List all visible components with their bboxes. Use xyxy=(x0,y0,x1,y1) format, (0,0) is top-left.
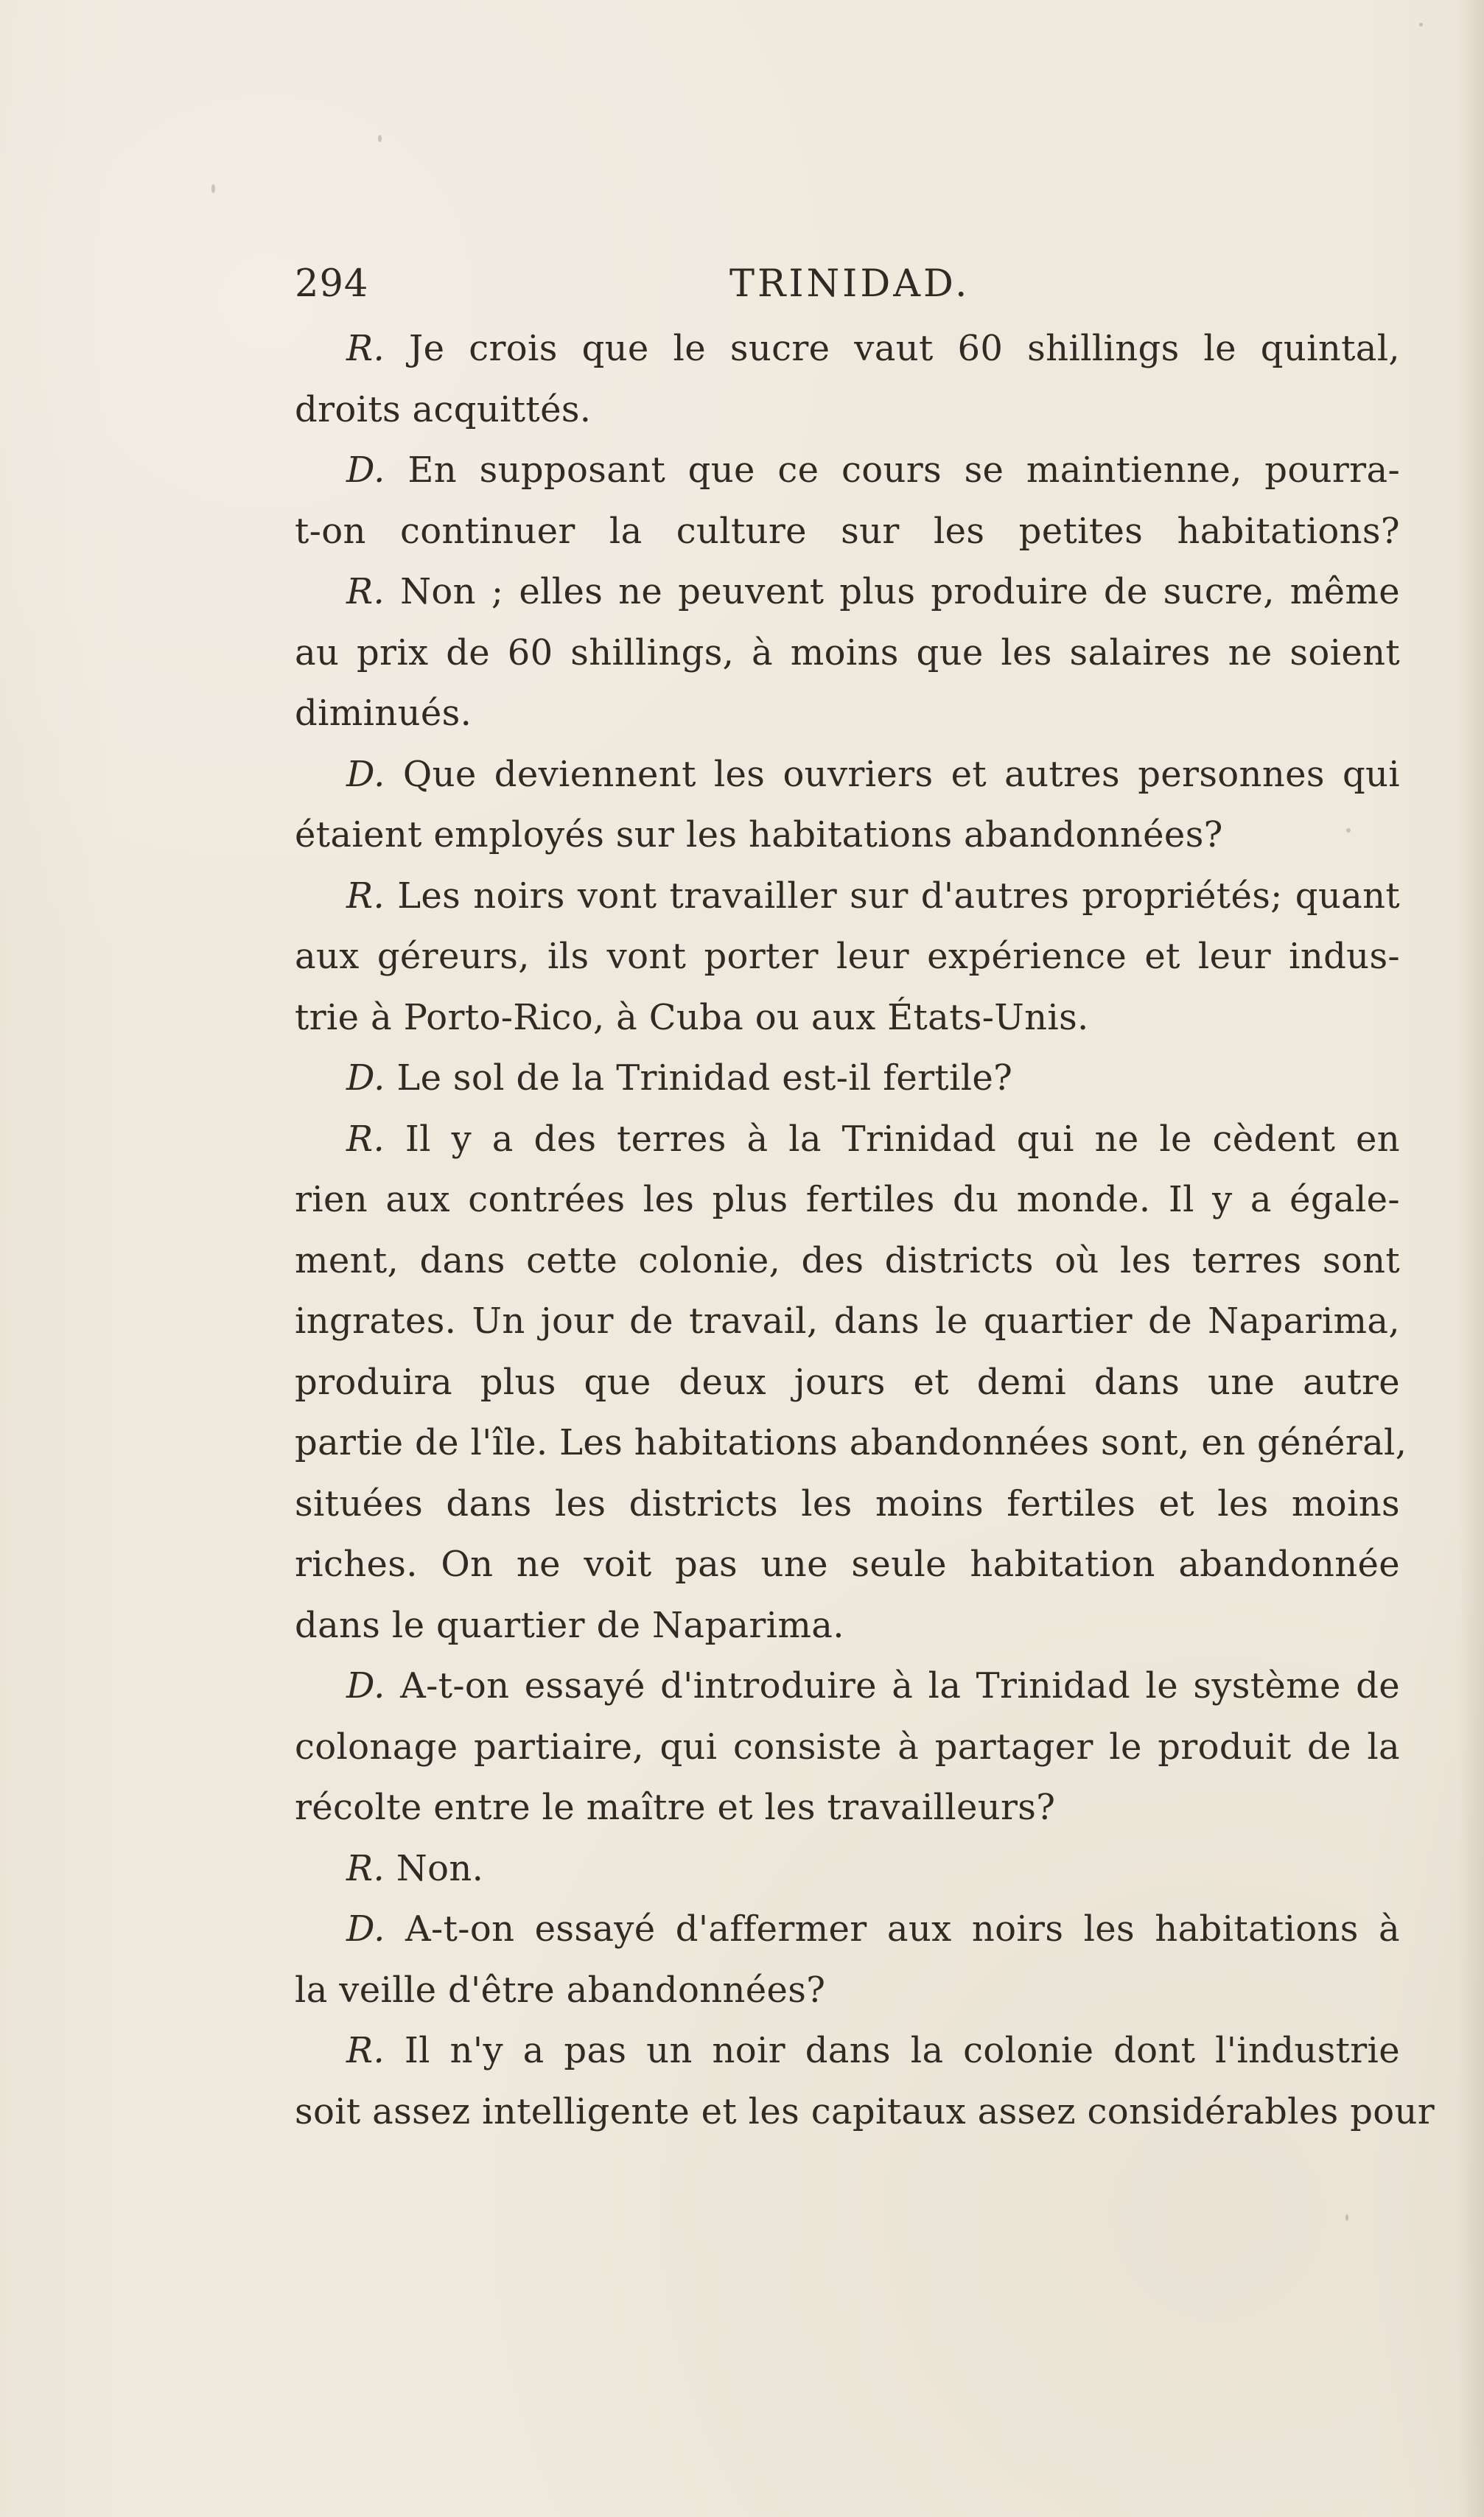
speaker-label: R. xyxy=(346,328,385,369)
text-line: diminués. xyxy=(295,693,472,734)
interview-text xyxy=(295,318,1435,2142)
text-line: R. Non ; elles ne peuvent plus produire de sucre, même xyxy=(346,571,1401,612)
text-line: aux géreurs, ils vont porter leur expérience et leur indus- xyxy=(295,936,1400,977)
speaker-label: R. xyxy=(346,1118,385,1160)
speaker-label: D. xyxy=(346,449,385,491)
text-line: dans le quartier de Naparima. xyxy=(295,1604,844,1646)
speaker-label: R. xyxy=(346,2030,385,2071)
text-line: R. Il n'y a pas un noir dans la colonie dont l'industrie xyxy=(346,2030,1401,2071)
text-line: produira plus que deux jours et demi dans une autre xyxy=(295,1361,1400,1403)
text-line: riches. On ne voit pas une seule habitation abandonnée xyxy=(295,1544,1400,1585)
speaker-label: R. xyxy=(346,571,385,612)
page-number: 294 xyxy=(295,262,369,306)
text-line: R. Non. xyxy=(346,1847,484,1889)
text-line: ment, dans cette colonie, des districts où les terres sont xyxy=(295,1239,1400,1281)
text-line: partie de l'île. Les habitations abandonnées sont, en général, xyxy=(295,1422,1407,1463)
text-line: R. Les noirs vont travailler sur d'autres propriétés; quant xyxy=(346,875,1401,917)
text-line: étaient employés sur les habitations abandonnées? xyxy=(295,814,1223,855)
speaker-label: R. xyxy=(346,875,385,917)
paper-speck xyxy=(1345,2214,1348,2221)
text-line: colonage partiaire, qui consiste à partager le produit de la xyxy=(295,1726,1400,1768)
speaker-label: D. xyxy=(346,753,385,795)
text-line: au prix de 60 shillings, à moins que les salaires ne soient xyxy=(295,631,1400,673)
text-line: droits acquittés. xyxy=(295,388,592,430)
text-line: situées dans les districts les moins fertiles et les moins xyxy=(295,1482,1400,1524)
text-line: R. Je crois que le sucre vaut 60 shillings le quintal, xyxy=(346,328,1400,369)
text-line: soit assez intelligente et les capitaux assez considérables pour xyxy=(295,2090,1435,2132)
text-line: rien aux contrées les plus fertiles du monde. Il y a égale- xyxy=(295,1179,1400,1220)
text-line: D. Que deviennent les ouvriers et autres personnes qui xyxy=(346,753,1401,795)
speaker-label: D. xyxy=(346,1665,385,1706)
text-line: t-on continuer la culture sur les petites habitations? xyxy=(295,510,1400,552)
speaker-label: D. xyxy=(346,1057,385,1099)
page-edge-shadow xyxy=(1459,0,1484,2517)
text-line: récolte entre le maître et les travailleurs? xyxy=(295,1787,1056,1828)
text-line: D. A-t-on essayé d'affermer aux noirs les habitations à xyxy=(346,1908,1401,1950)
paper-speck xyxy=(1419,23,1423,27)
paper-speck xyxy=(211,184,215,193)
text-line: la veille d'être abandonnées? xyxy=(295,1969,826,2011)
text-line: trie à Porto-Rico, à Cuba ou aux États-Unis. xyxy=(295,996,1089,1038)
paper-speck xyxy=(378,135,382,142)
text-line: R. Il y a des terres à la Trinidad qui ne le cèdent en xyxy=(346,1118,1400,1160)
speaker-label: R. xyxy=(346,1847,385,1889)
text-line: D. A-t-on essayé d'introduire à la Trinidad le système de xyxy=(346,1665,1400,1706)
running-title: TRINIDAD. xyxy=(729,262,970,306)
text-line: D. En supposant que ce cours se maintienne, pourra- xyxy=(346,449,1401,491)
text-line: ingrates. Un jour de travail, dans le quartier de Naparima, xyxy=(295,1300,1400,1342)
text-line: D. Le sol de la Trinidad est-il fertile? xyxy=(346,1057,1013,1099)
speaker-label: D. xyxy=(346,1908,385,1950)
running-header xyxy=(295,262,1400,314)
